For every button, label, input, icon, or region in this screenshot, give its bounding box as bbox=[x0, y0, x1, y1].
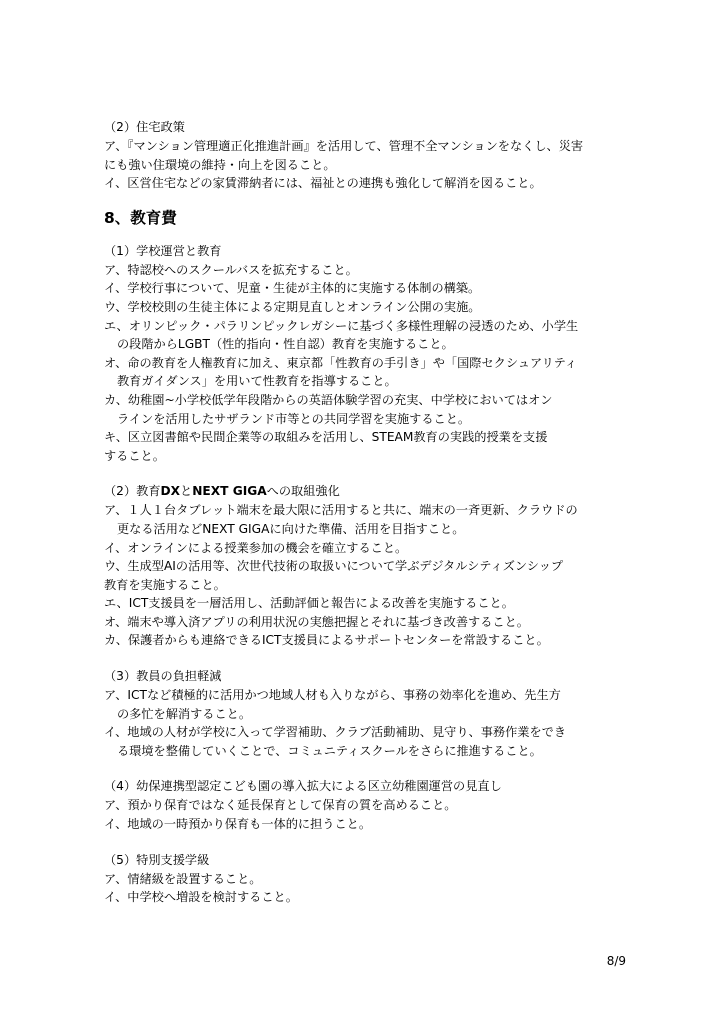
school-management-heading: （1）学校運営と教育 bbox=[104, 243, 222, 258]
item-line: ウ、生成型AIの活用等、次世代技術の取扱いについて学ぶデジタルシティズンシップ bbox=[104, 559, 564, 574]
section-special-support bbox=[104, 850, 624, 907]
item-line: ア、預かり保育ではなく延長保育として保育の質を高めること。 bbox=[104, 798, 457, 813]
item-line: 教育を実施すること。 bbox=[104, 577, 226, 592]
list-item bbox=[104, 557, 624, 594]
heading-giga: NEXT GIGA bbox=[192, 484, 267, 499]
list-item bbox=[104, 501, 624, 538]
item-line: ウ、学校校則の生徒主体による定期見直しとオンライン公開の実施。 bbox=[104, 299, 481, 314]
item-line: ア、１人１台タブレット端末を最大限に活用すると共に、端末の一斉更新、クラウドの bbox=[104, 503, 578, 518]
list-item bbox=[104, 870, 624, 889]
item-line: イ、学校行事について、児童・生徒が主体的に実施する体制の構築。 bbox=[104, 281, 481, 296]
heading-dx: DX bbox=[160, 484, 181, 499]
item-line: オ、端末や導入済アプリの利用状況の実態把握とそれに基づき改善すること。 bbox=[104, 614, 529, 629]
list-item bbox=[104, 631, 624, 650]
list-item bbox=[104, 539, 624, 558]
heading-mid: と bbox=[180, 484, 193, 499]
list-item bbox=[104, 594, 624, 613]
item-line: カ、保護者からも連絡できるICT支援員によるサポートセンターを常設すること。 bbox=[104, 633, 549, 648]
item-line: の段階からLGBT（性的指向・性自認）教育を実施すること。 bbox=[117, 337, 454, 352]
item-line: すること。 bbox=[104, 448, 165, 463]
kindergarten-heading: （4）幼保連携型認定こども園の導入拡大による区立幼稚園運営の見直し bbox=[104, 779, 502, 794]
item-line: ア、情緒級を設置すること。 bbox=[104, 871, 262, 886]
item-line: ア、ICTなど積極的に活用かつ地域人材も入りながら、事務の効率化を進め、先生方 bbox=[104, 688, 561, 703]
list-item bbox=[104, 317, 624, 354]
document-body bbox=[104, 117, 624, 923]
item-line: イ、オンラインによる授業参加の機会を確立すること。 bbox=[104, 540, 408, 555]
dx-giga-heading bbox=[104, 481, 624, 501]
item-line: カ、幼稚園~小学校低学年段階からの英語体験学習の充実、中学校においてはオン bbox=[104, 392, 553, 407]
item-line: 教育ガイダンス」を用いて性教育を指導すること。 bbox=[117, 374, 397, 389]
item-line: にも強い住環境の維持・向上を図ること。 bbox=[104, 157, 336, 172]
list-item bbox=[104, 298, 624, 317]
list-item bbox=[104, 613, 624, 632]
page-number: 8/9 bbox=[606, 954, 626, 968]
section-school-management bbox=[104, 241, 624, 466]
chapter-heading-education: 8、教育費 bbox=[104, 208, 177, 227]
item-line: る環境を整備していくことで、コミュニティスクールをさらに推進すること。 bbox=[117, 743, 542, 758]
item-line: エ、オリンピック・パラリンピックレガシーに基づく多様性理解の浸透のため、小学生 bbox=[104, 318, 579, 333]
item-line: キ、区立図書館や民間企業等の取組みを活用し、STEAM教育の実践的授業を支援 bbox=[104, 430, 548, 445]
list-item bbox=[104, 174, 624, 193]
item-line: ラインを活用したサザランド市等との共同学習を実施すること。 bbox=[117, 411, 471, 426]
list-item bbox=[104, 686, 624, 723]
item-line: の多忙を解消すること。 bbox=[117, 706, 252, 721]
item-line: ア、『マンション管理適正化推進計画』を活用して、管理不全マンションをなくし、災害 bbox=[104, 139, 584, 153]
list-item bbox=[104, 815, 624, 834]
item-line: イ、地域の一時預かり保育も一体的に担うこと。 bbox=[104, 817, 372, 832]
item-line: 更なる活用などNEXT GIGAに向けた準備、活用を目指すこと。 bbox=[117, 521, 465, 536]
list-item bbox=[104, 279, 624, 298]
item-line: ア、特認校へのスクールバスを拡充すること。 bbox=[104, 262, 358, 277]
item-line: イ、区営住宅などの家賃滞納者には、福祉との連携も強化して解消を図ること。 bbox=[104, 176, 542, 191]
item-line: イ、地域の人材が学校に入って学習補助、クラブ活動補助、見守り、事務作業をでき bbox=[104, 725, 567, 740]
list-item bbox=[104, 888, 624, 907]
list-item bbox=[104, 723, 624, 760]
list-item bbox=[104, 137, 624, 174]
section-kindergarten bbox=[104, 776, 624, 833]
list-item bbox=[104, 428, 624, 465]
heading-prefix: （2）教育 bbox=[104, 484, 161, 499]
list-item bbox=[104, 796, 624, 815]
item-line: エ、ICT支援員を一層活用し、活動評価と報告による改善を実施すること。 bbox=[104, 596, 514, 611]
list-item bbox=[104, 354, 624, 391]
list-item bbox=[104, 261, 624, 280]
housing-policy-heading: （2）住宅政策 bbox=[104, 120, 185, 134]
item-line: イ、中学校へ増設を検討すること。 bbox=[104, 890, 298, 905]
section-dx-giga bbox=[104, 481, 624, 650]
heading-suffix: への取組強化 bbox=[266, 484, 340, 499]
section-teacher-burden bbox=[104, 666, 624, 760]
section-housing-policy bbox=[104, 117, 624, 193]
list-item bbox=[104, 391, 624, 428]
special-support-heading: （5）特別支援学級 bbox=[104, 852, 210, 867]
teacher-burden-heading: （3）教員の負担軽減 bbox=[104, 669, 222, 684]
item-line: オ、命の教育を人権教育に加え、東京都「性教育の手引き」や「国際セクシュアリティ bbox=[104, 355, 577, 370]
